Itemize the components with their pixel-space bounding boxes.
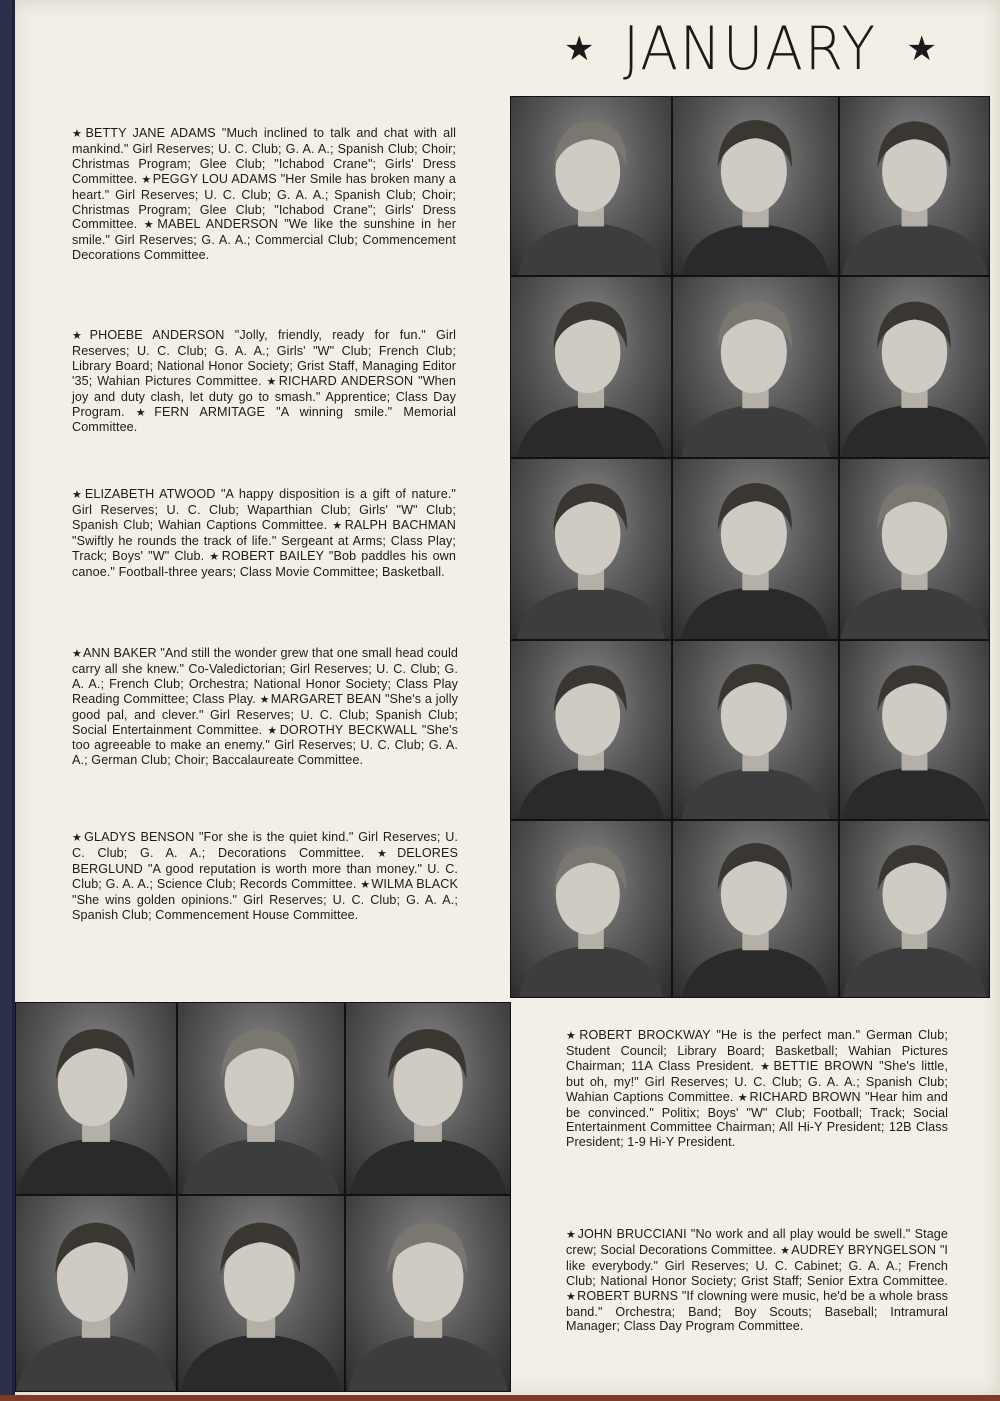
student-portrait (839, 276, 990, 458)
star-icon: ★ (259, 693, 270, 706)
student-description: "Jolly, friendly, ready for fun." Girl Reserves; U. C. Club; G. A. A.; Girls' "W" Club; French Club; Library Board; National Honor Society; Grist Staff, Managing Editor '35; Wahian Pictures Committee. (72, 328, 457, 388)
student-portrait (672, 276, 839, 458)
student-portrait (15, 1002, 177, 1195)
student-name: GLADYS BENSON (84, 830, 195, 844)
student-description: "A winning smile." Memorial Committee. (72, 404, 456, 435)
star-icon: ★ (332, 519, 344, 532)
caption-block-1 (72, 126, 456, 263)
star-icon: ★ (360, 878, 371, 891)
student-description: "When joy and duty clash, let duty go to smash." Apprentice; Class Day Program. (72, 373, 456, 419)
student-portrait (839, 640, 990, 820)
student-description: "A good reputation is worth more than money." U. C. Club; G. A. A.; Science Club; Records Committee. (72, 861, 458, 891)
star-icon: ★ (377, 847, 397, 860)
star-icon: ★ (72, 330, 89, 342)
student-name: RICHARD BROWN (749, 1089, 861, 1104)
student-name: ELIZABETH ATWOOD (84, 487, 216, 501)
student-description: "Bob paddles his own canoe." Football-three years; Class Movie Committee; Basketball. (72, 548, 456, 579)
star-icon: ★ (906, 30, 937, 68)
student-description: "Her Smile has broken many a heart." Girl Reserves; U. C. Club; G. A. A.; Spanish Club; Choir; Christmas Program; Glee Club; "Ichabod Crane"; Girls' Dress Committee. (72, 171, 457, 232)
star-icon: ★ (737, 1091, 749, 1104)
student-description: "She's a jolly good pal, and clever." Girl Reserves; U. C. Club; Spanish Club; Social Entertainment Committee. (72, 691, 458, 737)
student-name: ROBERT BAILEY (221, 548, 324, 563)
student-description: "If clowning were music, he'd be a whole brass band." Orchestra; Band; Boy Scouts; Baseball; Intramural Manager; Class Day Program Committee. (566, 1288, 948, 1334)
student-description: "Hear him and be convinced." Politix; Boys' "W" Club; Football; Track; Social Entertainment Committee Chairman; All Hi-Y President; 12B Class President; 1-9 Hi-Y President. (566, 1089, 948, 1150)
star-icon: ★ (72, 489, 84, 501)
student-name: JOHN BRUCCIANI (577, 1227, 687, 1241)
student-description: "We like the sunshine in her smile." Girl Reserves; G. A. A.; Commercial Club; Commencement Decorations Committee. (72, 217, 456, 263)
student-name: MARGARET BEAN (270, 691, 382, 706)
student-name: BETTY JANE ADAMS (85, 126, 216, 140)
student-portrait (510, 640, 672, 820)
student-portrait (510, 96, 672, 276)
star-icon: ★ (141, 173, 152, 186)
student-description: "She's little, but oh, my!" Girl Reserves; U. C. Club; G. A. A.; Spanish Club; Wahian Captions Committee. (566, 1058, 949, 1104)
star-icon: ★ (135, 406, 154, 419)
student-name: FERN ARMITAGE (154, 404, 265, 419)
caption-block-2 (72, 328, 456, 435)
star-icon: ★ (780, 1244, 791, 1257)
star-icon: ★ (143, 219, 157, 232)
student-name: PHOEBE ANDERSON (89, 328, 225, 342)
student-name: DOROTHY BECKWALL (279, 722, 417, 737)
student-name: ROBERT BURNS (577, 1288, 679, 1303)
student-portrait (510, 820, 672, 998)
student-portrait (510, 458, 672, 640)
student-portrait (345, 1195, 511, 1392)
student-description: "And still the wonder grew that one small head could carry all she knew." Co-Valedictorian; Girl Reserves; U. C. Club; G. A. A.; French Club; Orchestra; National Honor Society; Class Play Reading Committee; Class Play. (72, 646, 458, 706)
student-name: DELORES BERGLUND (72, 845, 458, 876)
student-name: ANN BAKER (83, 646, 157, 660)
student-description: "She's too agreeable to make an enemy." Girl Reserves; U. C. Club; G. A. A.; German Club; Choir; Baccalaureate Committee. (72, 722, 459, 768)
student-description: "Swiftly he rounds the track of life." Sergeant at Arms; Class Play; Track; Boys' "W" Club. (72, 533, 456, 563)
student-name: RALPH BACHMAN (344, 517, 456, 532)
student-portrait (839, 820, 990, 998)
student-portrait (177, 1195, 345, 1392)
student-name: RICHARD ANDERSON (278, 373, 414, 388)
star-icon: ★ (266, 375, 278, 388)
student-portrait (510, 276, 672, 458)
student-name: ROBERT BROCKWAY (579, 1028, 711, 1042)
page-bottom-edge (0, 1395, 1000, 1401)
student-description: "A happy disposition is a gift of nature." Girl Reserves; U. C. Club; Waparthian Club; Girls' "W" Club; Spanish Club; Wahian Captions Committee. (72, 487, 457, 532)
student-portrait (672, 640, 839, 820)
student-portrait (15, 1195, 177, 1392)
star-icon: ★ (72, 832, 84, 844)
student-description: "I like everybody." Girl Reserves; U. C. Cabinet; G. A. A.; French Club; National Honor Society; Grist Staff; Senior Extra Committee. (566, 1242, 948, 1288)
title-word: JANUARY (623, 14, 878, 84)
student-description: "He is the perfect man." German Club; Student Council; Library Board; Basketball; Wahian Pictures Chairman; 11A Class President. (566, 1028, 948, 1073)
student-portrait (177, 1002, 345, 1195)
star-icon: ★ (566, 1290, 577, 1303)
student-name: WILMA BLACK (371, 876, 458, 891)
student-portrait (839, 96, 990, 276)
student-name: BETTIE BROWN (773, 1058, 874, 1073)
caption-block-7 (566, 1227, 948, 1334)
student-portrait (672, 458, 839, 640)
star-icon: ★ (566, 1229, 577, 1241)
student-portrait (672, 820, 839, 998)
star-icon: ★ (564, 30, 595, 68)
student-portrait (345, 1002, 511, 1195)
student-name: AUDREY BRYNGELSON (791, 1242, 937, 1257)
student-portrait (672, 96, 839, 276)
student-description: "No work and all play would be swell." Stage crew; Social Decorations Committee. (566, 1227, 948, 1257)
student-description: "For she is the quiet kind." Girl Reserves; U. C. Club; G. A. A.; Decorations Committee. (72, 830, 458, 860)
student-portrait (839, 458, 990, 640)
portrait-grid-right (510, 96, 990, 998)
star-icon: ★ (566, 1030, 579, 1042)
student-name: MABEL ANDERSON (157, 217, 278, 232)
portrait-grid-bottom-left (15, 1002, 511, 1392)
star-icon: ★ (72, 648, 82, 660)
caption-block-6 (566, 1028, 948, 1150)
page-title (560, 14, 990, 84)
caption-block-3 (72, 487, 456, 579)
student-name: PEGGY LOU ADAMS (152, 171, 277, 186)
star-icon: ★ (209, 550, 221, 563)
student-description: "She wins golden opinions." Girl Reserves; U. C. Club; G. A. A.; Spanish Club; Commencement House Committee. (72, 892, 458, 922)
star-icon: ★ (760, 1060, 773, 1073)
star-icon: ★ (267, 724, 279, 737)
caption-block-4 (72, 646, 458, 768)
caption-block-5 (72, 830, 458, 922)
star-icon: ★ (72, 128, 85, 140)
student-entry (566, 1289, 948, 1334)
student-description: "Much inclined to talk and chat with all mankind." Girl Reserves; U. C. Club; G. A. A.; Spanish Club; Choir; Christmas Program; Glee Club; "Ichabod Crane"; Girls' Dress Committee. (72, 126, 456, 186)
